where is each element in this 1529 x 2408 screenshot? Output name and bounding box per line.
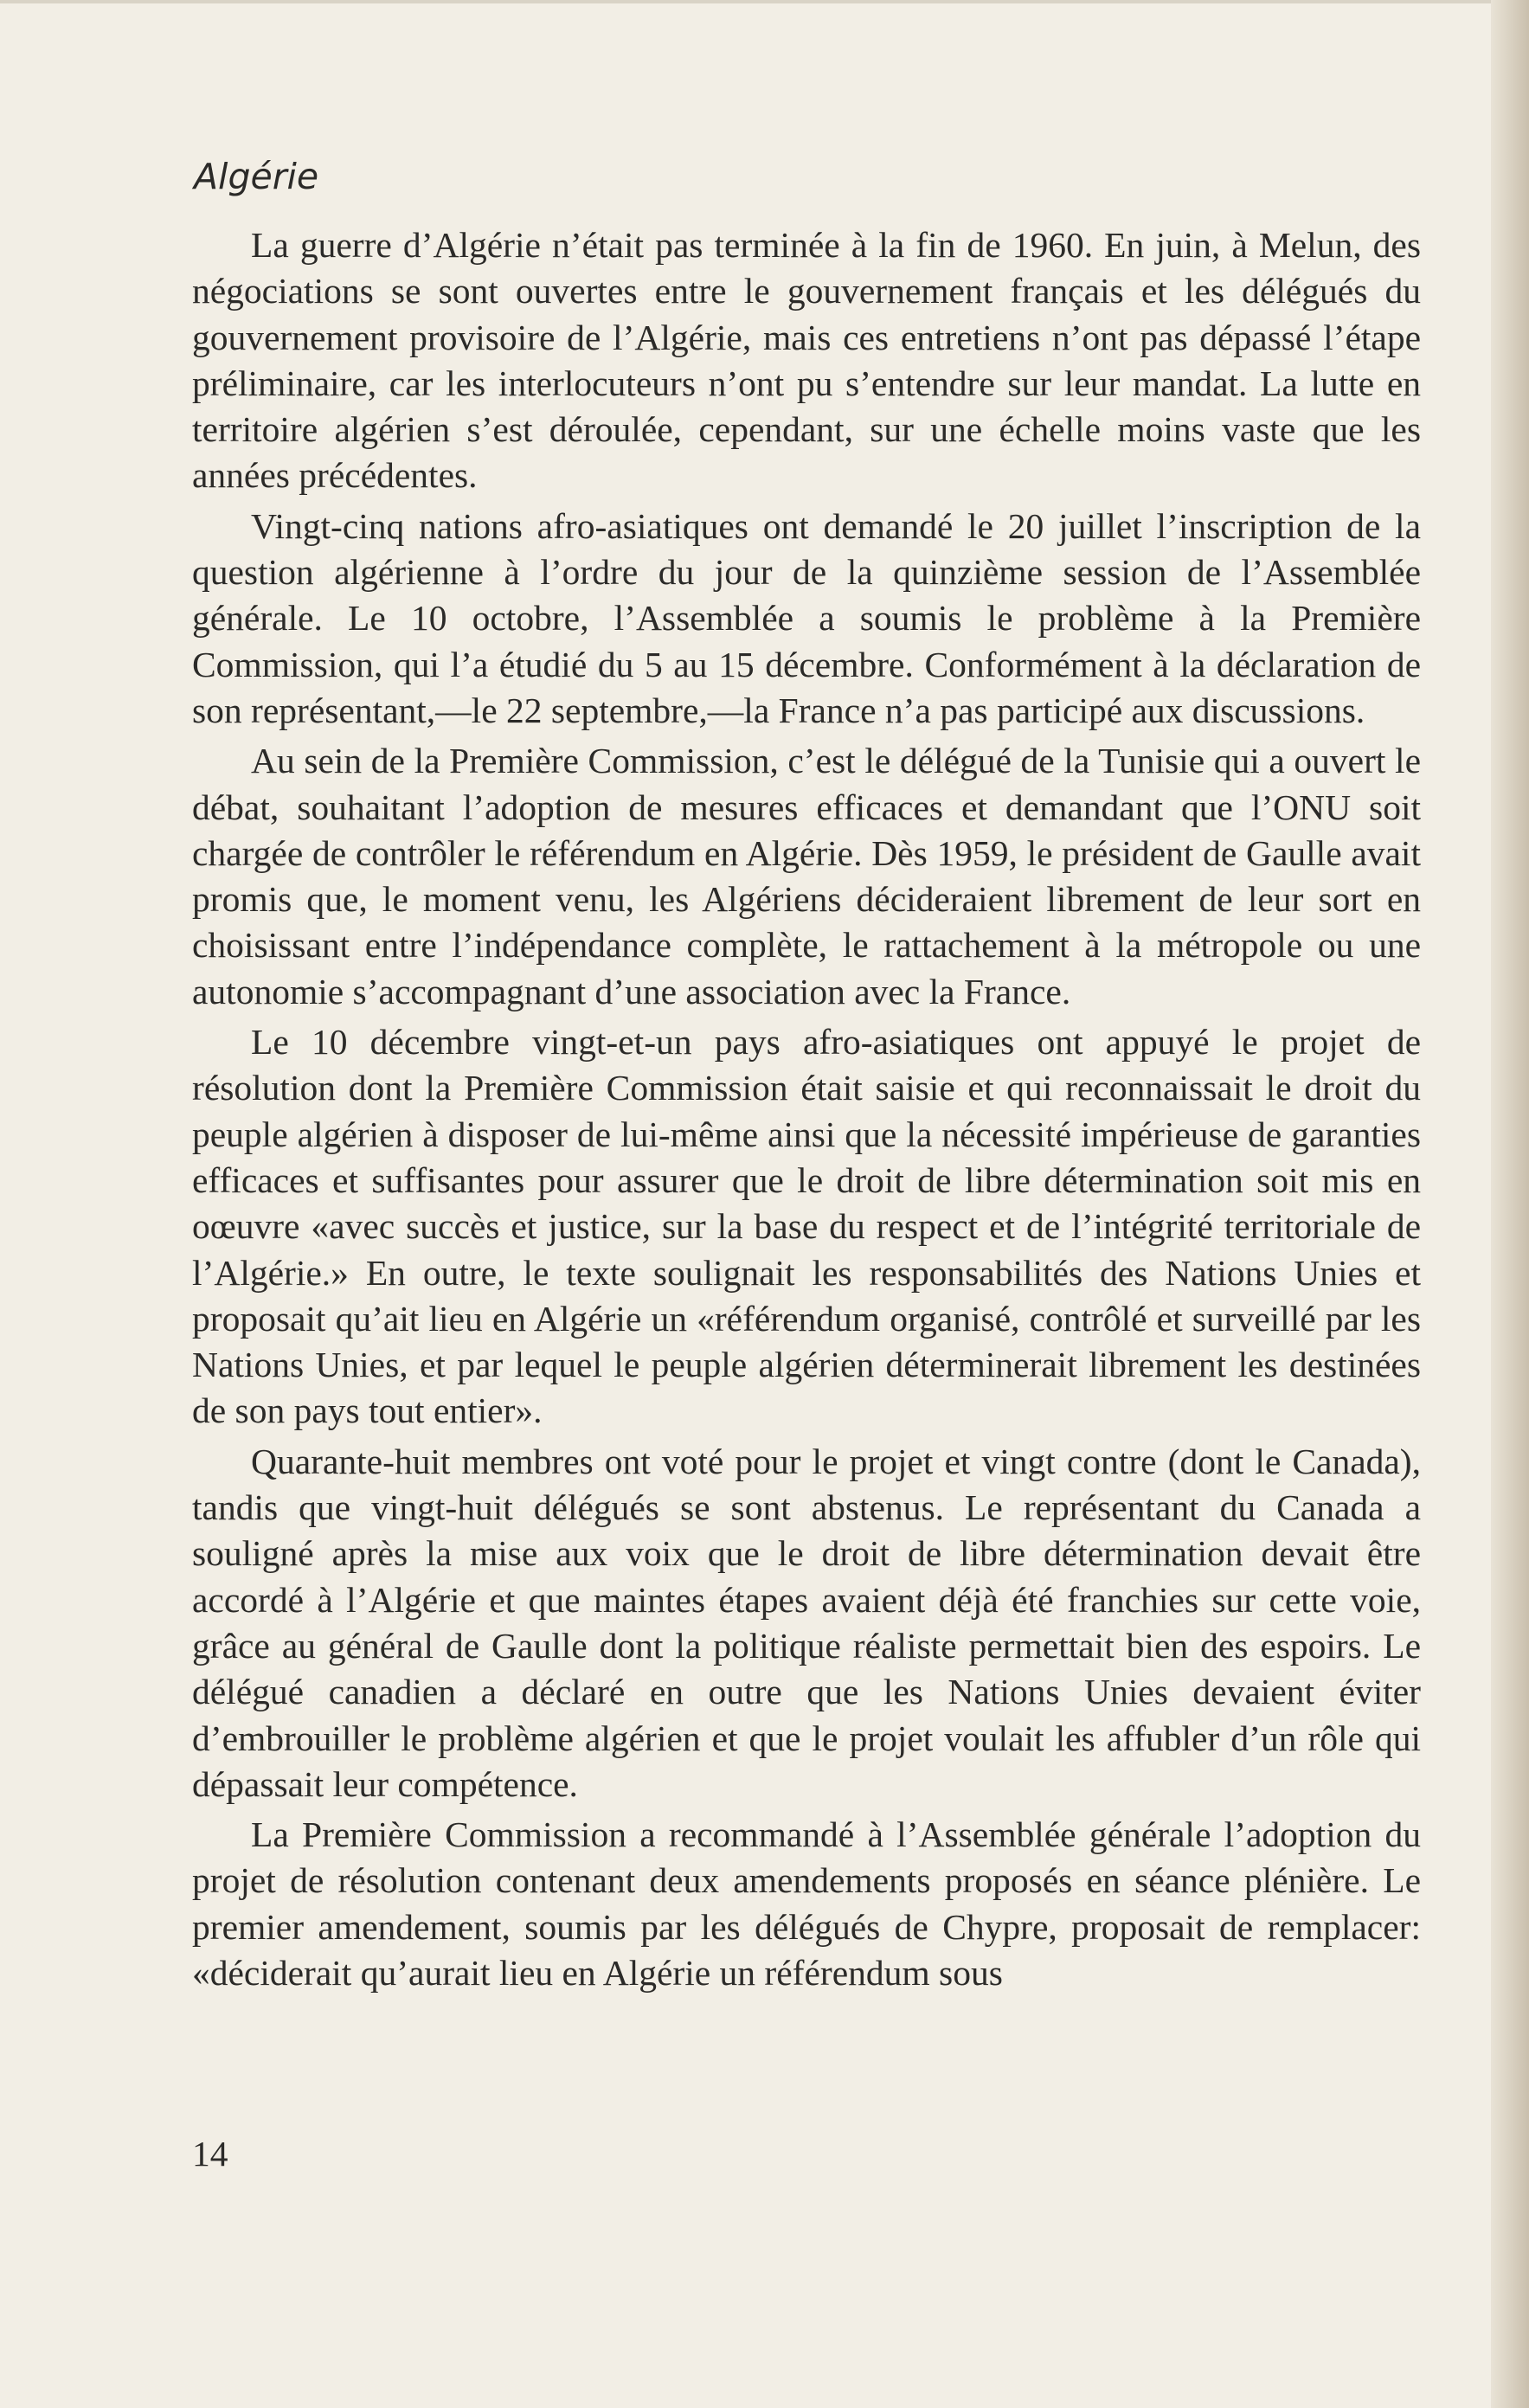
- paragraph-6: La Première Commission a recommandé à l’Assemblée générale l’adoption du projet de résolution contenant deux amendements proposés en séance plénière. Le premier amendement, soumis par les délégués de Chypre, proposait de remplacer: «déciderait qu’aurait lieu en Algérie un référendum sous: [192, 1814, 1421, 1993]
- page-top-edge: [0, 0, 1529, 3]
- paragraph-3: Au sein de la Première Commission, c’est le délégué de la Tunisie qui a ouvert le débat, souhaitant l’adoption de mesures efficaces et demandant que l’ONU soit chargée de contrôler le référendum en Algérie. Dès 1959, le président de Gaulle avait promis que, le moment venu, les Algériens décideraient librement de leur sort en choisissant entre l’indépendance complète, le rattachement à la métropole ou une autonomie s’accompagnant d’une association avec la France.: [192, 741, 1421, 1011]
- page-number: 14: [192, 2134, 228, 2174]
- body-text: [192, 222, 1421, 1996]
- section-title: Algérie: [194, 156, 319, 197]
- paragraph-2: Vingt-cinq nations afro-asiatiques ont demandé le 20 juillet l’inscription de la question algérienne à l’ordre du jour de la quinzième session de l’Assemblée générale. Le 10 octobre, l’Assemblée a soumis le problème à la Première Commission, qui l’a étudié du 5 au 15 décembre. Conformément à la déclaration de son représentant,—le 22 septembre,—la France n’a pas participé aux discussions.: [192, 505, 1421, 730]
- page-spine-shadow: [1491, 0, 1529, 2408]
- paragraph-5: Quarante-huit membres ont voté pour le projet et vingt contre (dont le Canada), tandis que vingt-huit délégués se sont abstenus. Le représentant du Canada a souligné après la mise aux voix que le droit de libre détermination devait être accordé à l’Algérie et que maintes étapes avaient déjà été franchies sur cette voie, grâce au général de Gaulle dont la politique réaliste permettait bien des espoirs. Le délégué canadien a déclaré en outre que les Nations Unies devaient éviter d’embrouiller le problème algérien et que le projet voulait les affubler d’un rôle qui dépassait leur compétence.: [192, 1441, 1421, 1804]
- paragraph-4: Le 10 décembre vingt-et-un pays afro-asiatiques ont appuyé le projet de résolution dont la Première Commission était saisie et qui reconnaissait le droit du peuple algérien à disposer de lui-même ainsi que la nécessité impérieuse de garanties efficaces et suffisantes pour assurer que le droit de libre détermination soit mis en oœuvre «avec succès et justice, sur la base du respect et de l’intégrité territoriale de l’Algérie.» En outre, le texte soulignait les responsabilités des Nations Unies et proposait qu’ait lieu en Algérie un «référendum organisé, contrôlé et surveillé par les Nations Unies, et par lequel le peuple algérien déterminerait librement les destinées de son pays tout entier».: [192, 1022, 1421, 1431]
- paragraph-1: La guerre d’Algérie n’était pas terminée à la fin de 1960. En juin, à Melun, des négociations se sont ouvertes entre le gouvernement français et les délégués du gouvernement provisoire de l’Algérie, mais ces entretiens n’ont pas dépassé l’étape préliminaire, car les interlocuteurs n’ont pu s’entendre sur leur mandat. La lutte en territoire algérien s’est déroulée, cependant, sur une échelle moins vaste que les années précédentes.: [192, 225, 1421, 496]
